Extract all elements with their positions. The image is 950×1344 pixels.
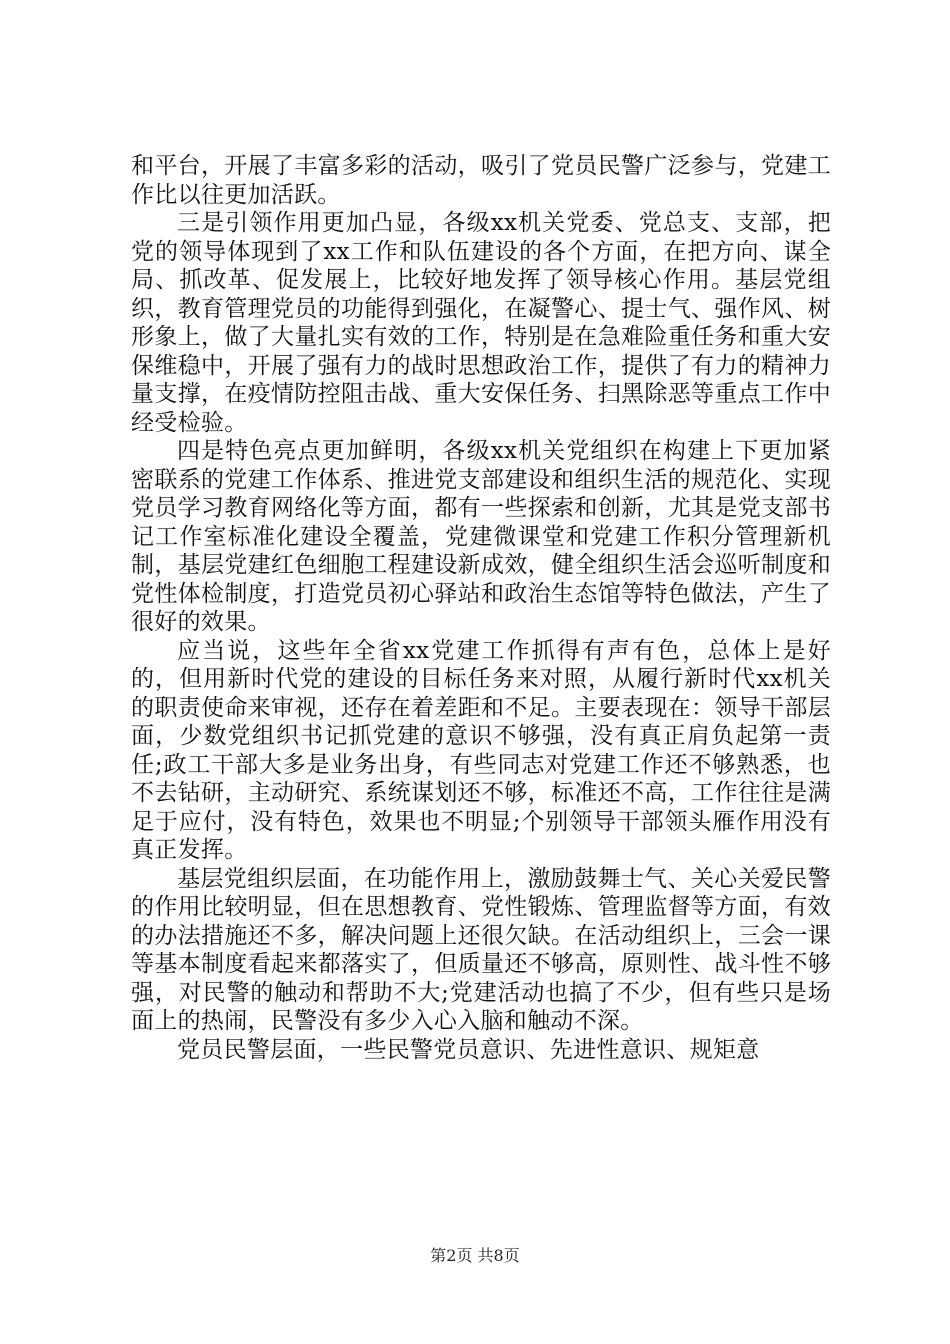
paragraph-continued: 和平台，开展了丰富多彩的活动，吸引了党员民警广泛参与，党建工作比以往更加活跃。 [131, 153, 831, 208]
paragraph-grassroots-level: 基层党组织层面，在功能作用上，激励鼓舞士气、关心关爱民警的作用比较明显，但在思想教育、党性锻炼、管理监督等方面，有效的办法措施还不多，解决问题上还很欠缺。在活动组织上，三会一课等基本制度看起来都落实了，但质量还不够高，原则性、战斗性不够强，对民警的触动和帮助不大;党建活动也搞了不少，但有些只是场面上的热闹，民警没有多少入心入脑和触动不深。 [131, 865, 831, 1034]
paragraph-highlights: 四是特色亮点更加鲜明，各级xx机关党组织在构建上下更加紧密联系的党建工作体系、推进党支部建设和组织生活的规范化、实现党员学习教育网络化等方面，都有一些探索和创新，尤其是党支部书记工作室标准化建设全覆盖，党建微课堂和党建工作积分管理新机制，基层党建红色细胞工程建设新成效，健全组织生活会巡听制度和党性体检制度，打造党员初心驿站和政治生态馆等特色做法，产生了很好的效果。 [131, 438, 831, 635]
paragraph-shortcomings: 应当说，这些年全省xx党建工作抓得有声有色，总体上是好的，但用新时代党的建设的目标任务来对照，从履行新时代xx机关的职责使命来审视，还存在着差距和不足。主要表现在：领导干部层面，少数党组织书记抓党建的意识不够强，没有真正肩负起第一责任;政工干部大多是业务出身，有些同志对党建工作还不够熟悉，也不去钻研，主动研究、系统谋划还不够，标准还不高，工作往往是满足于应付，没有特色，效果也不明显;个别领导干部领头雁作用没有真正发挥。 [131, 637, 831, 863]
paragraph-leading-role: 三是引领作用更加凸显，各级xx机关党委、党总支、支部，把党的领导体现到了xx工作和队伍建设的各个方面，在把方向、谋全局、抓改革、促发展上，比较好地发挥了领导核心作用。基层党组织，教育管理党员的功能得到强化，在凝警心、提士气、强作风、树形象上，做了大量扎实有效的工作，特别是在急难险重任务和重大安保维稳中，开展了强有力的战时思想政治工作，提供了有力的精神力量支撑，在疫情防控阻击战、重大安保任务、扫黑除恶等重点工作中经受检验。 [131, 210, 831, 436]
page-number-footer: 第2页 共8页 [430, 1246, 520, 1265]
paragraph-member-level: 党员民警层面，一些民警党员意识、先进性意识、规矩意 [177, 1036, 760, 1063]
document-body [131, 152, 831, 1064]
